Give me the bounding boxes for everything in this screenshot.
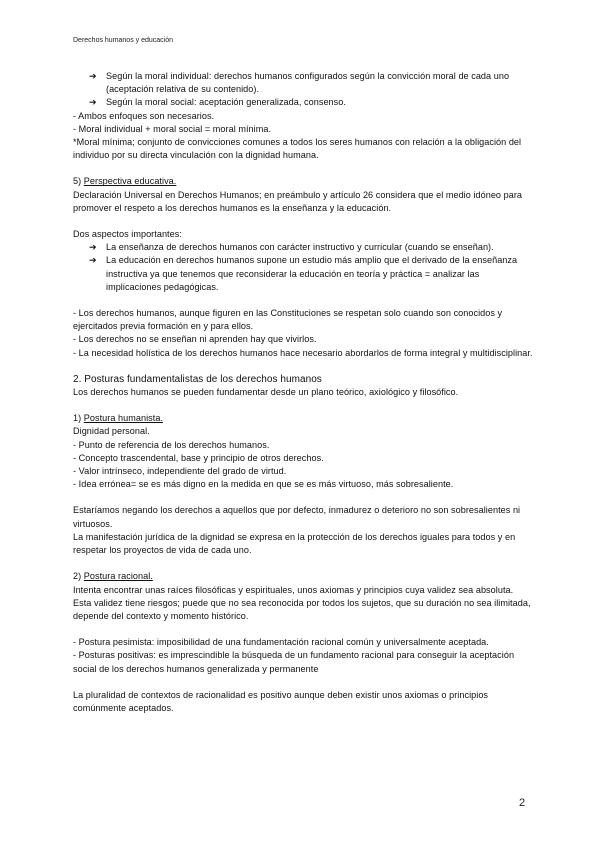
list-item <box>89 70 533 96</box>
paragraph: La pluralidad de contextos de racionalidad es positivo aunque deben existir unos axiomas o principios comúnmente aceptados. <box>73 689 489 713</box>
text-line: Dignidad personal. <box>73 426 150 437</box>
subsection-heading: 2) Postura racional. <box>73 571 153 582</box>
text-line: - Valor intrínseco, independiente del grado de virtud. <box>73 466 287 477</box>
text-line: - Los derechos humanos, aunque figuren en las Constituciones se respetan solo cuando son conocidos y ejercitados previa formación en y para ellos. <box>73 308 503 332</box>
paragraph: Intenta encontrar unas raíces filosóficas y espirituales, unos axiomas y principios cuya validez sea absoluta. Esta validez tiene riesgos; puede que no sea reconocida por todos los sujetos, que su duración no sea ilimitada, depende del contexto y momento histórico. <box>73 584 531 621</box>
arrow-right-icon: ➔ <box>89 71 97 81</box>
list-item <box>89 254 533 294</box>
list-item <box>89 96 533 109</box>
section-title: Perspectiva educativa. <box>83 176 177 187</box>
paragraph: Estaríamos negando los derechos a aquellos que por defecto, inmadurez o deterioro no son sobresalientes ni virtuosos. <box>73 505 521 529</box>
subsection-title: Postura humanista. <box>83 413 164 424</box>
page-header: Derechos humanos y educación <box>73 37 174 44</box>
text-line: - Los derechos no se enseñan ni aprenden hay que vivirlos. <box>73 334 317 345</box>
list-item-text: La enseñanza de derechos humanos con carácter instructivo y curricular (cuando se enseñan). <box>106 242 494 253</box>
text-line: - Punto de referencia de los derechos humanos. <box>73 439 270 450</box>
arrow-right-icon: ➔ <box>89 242 97 253</box>
definition-note: *Moral mínima; conjunto de convicciones comunes a todos los seres humanos con relación a la obligación del individuo por su directa vinculación con la dignidad humana. <box>73 137 522 161</box>
text-line: - Concepto trascendental, base y principio de otros derechos. <box>73 452 324 463</box>
paragraph: Declaración Universal en Derechos Humanos; en preámbulo y artículo 26 considera que el medio idóneo para promover el respeto a los derechos humanos es la enseñanza y la educación. <box>73 189 523 213</box>
text-line: - Idea errónea= se es más digno en la medida en que se es más virtuoso, más sobresaliente. <box>73 479 454 490</box>
list-item-text: Según la moral social: aceptación generalizada, consenso. <box>106 97 346 108</box>
arrow-right-icon: ➔ <box>89 97 97 108</box>
subsection-title: Postura racional. <box>83 571 153 582</box>
section-heading: 2. Posturas fundamentalistas de los derechos humanos <box>73 373 322 385</box>
page-number: 2 <box>519 797 526 809</box>
document-body <box>73 70 533 715</box>
text-line: - Posturas positivas: es imprescindible la búsqueda de un fundamento racional para conseguir la aceptación social de los derechos humanos generalizada y permanente <box>73 650 515 674</box>
subsection-heading: 1) Postura humanista. <box>73 413 164 424</box>
paragraph: Los derechos humanos se pueden fundamentar desde un plano teórico, axiológico y filosófico. <box>73 387 459 398</box>
section-heading: 5) Perspectiva educativa. <box>73 176 177 187</box>
arrow-right-icon: ➔ <box>89 255 97 266</box>
paragraph: La manifestación jurídica de la dignidad se expresa en la protección de los derechos iguales para todos y en respetar los proyectos de vida de cada uno. <box>73 531 516 556</box>
aspects-title: Dos aspectos importantes: <box>73 229 182 240</box>
list-item-text: La educación en derechos humanos supone un estudio más amplio que el derivado de la enseñanza instructiva ya que tenemos que reconsiderar la educación en teoría y práctica = analizar las implicaciones pedagógicas. <box>106 255 518 292</box>
text-line: - Ambos enfoques son necesarios. <box>73 110 215 121</box>
text-line: - La necesidad holística de los derechos humanos hace necesario abordarlos de forma integral y multidisciplinar. <box>73 347 533 358</box>
list-item <box>89 241 533 254</box>
list-item-text: Según la moral individual: derechos humanos configurados según la convicción moral de cada uno (aceptación relativa de su contenido). <box>106 71 510 95</box>
text-line: - Moral individual + moral social = moral mínima. <box>73 123 272 134</box>
text-line: - Postura pesimista: imposibilidad de una fundamentación racional común y universalmente aceptada. <box>73 637 489 648</box>
